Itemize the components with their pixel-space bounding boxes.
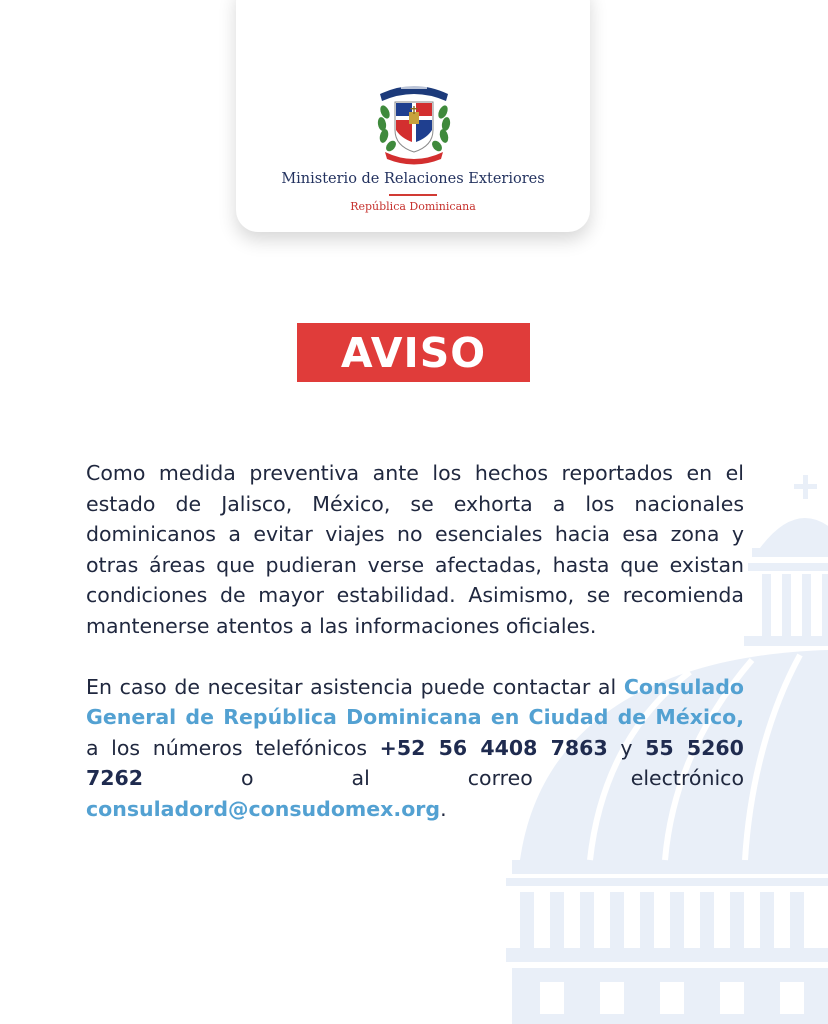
notice-paragraph-1: Como medida preventiva ante los hechos reportados en el estado de Jalisco, México, se exhorta a los nacionales dominicanos a evitar viajes no esenciales hacia esa zona y otras áreas que pudieran verse afectadas, hasta que existan condiciones de mayor estabilidad. Asimismo, se recomienda mantenerse atentos a las informaciones oficiales. (86, 461, 744, 638)
consulate-email-link[interactable]: consuladord@consudomex.org (86, 796, 441, 821)
phone-number-1[interactable]: +52 56 4408 7863 (379, 735, 608, 760)
ministry-name: Ministerio de Relaciones Exteriores (281, 171, 545, 187)
aviso-title-badge: AVISO (297, 323, 530, 382)
notice-body (86, 458, 744, 825)
country-name: República Dominicana (350, 200, 476, 213)
notice-paragraph-2 (86, 672, 744, 825)
sentence-end: . (440, 796, 447, 821)
consulate-name: Consulado General de República Dominicana en Ciudad de México, (86, 674, 744, 730)
phones-intro: a los números telefónicos (86, 735, 368, 760)
email-intro: o al correo electrónico (241, 766, 744, 791)
dominican-coat-of-arms-icon (371, 80, 457, 166)
contact-intro: En caso de necesitar asistencia puede contactar al (86, 674, 617, 699)
ministry-header-card (236, 0, 590, 232)
phones-conjunction: y (620, 735, 633, 760)
phone-number-2[interactable]: 55 5260 7262 (86, 735, 744, 791)
header-divider (389, 194, 437, 196)
